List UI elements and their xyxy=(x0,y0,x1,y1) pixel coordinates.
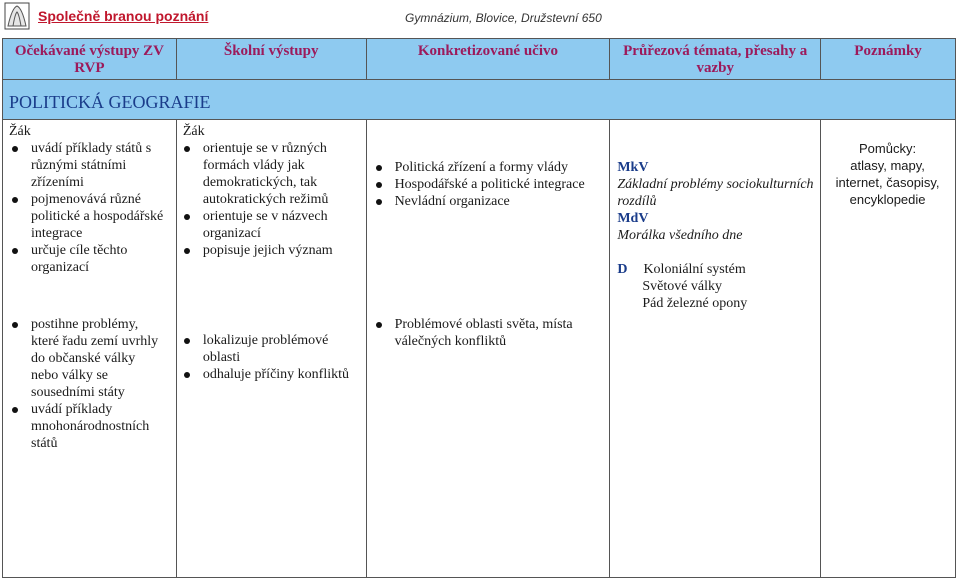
col3-cell xyxy=(366,120,610,578)
col-header-expected-outcomes: Očekávané výstupy ZV RVP xyxy=(3,39,177,80)
curriculum-table xyxy=(2,38,956,578)
d-item: Koloniální systém xyxy=(643,262,746,277)
list-item: pojmenovává různé politické a hospodářské integrace xyxy=(7,191,165,242)
list-item: orientuje se v různých formách vlády jak demokratických, tak autokratických režimů xyxy=(179,140,351,208)
col-header-school-outcomes: Školní výstupy xyxy=(176,39,366,80)
d-item: Pád železné opony xyxy=(642,296,748,311)
list-item: Problémové oblasti světa, místa válečných konfliktů xyxy=(371,316,581,350)
d-label: D xyxy=(617,262,628,277)
col2-list-2 xyxy=(179,332,351,383)
col1-cell xyxy=(3,120,177,578)
list-item: popisuje jejich význam xyxy=(179,242,351,259)
notes-text: atlasy, mapy, internet, časopisy, encyklopedie xyxy=(835,158,940,207)
brand-title[interactable]: Společně branou poznání xyxy=(38,8,209,24)
list-item: uvádí příklady států s různými státními zřízeními xyxy=(7,140,165,191)
col-header-curriculum: Konkretizované učivo xyxy=(366,39,610,80)
list-item: postihne problémy, které řadu zemí uvrhly do občanské války nebo války se sousedními státy xyxy=(7,316,165,401)
list-item: orientuje se v názvech organizací xyxy=(179,208,351,242)
col4-cell xyxy=(610,120,821,578)
school-name: Gymnázium, Blovice, Družstevní 650 xyxy=(405,11,602,25)
d-item: Světové války xyxy=(642,279,723,294)
col2-label: Žák xyxy=(182,124,205,139)
list-item: uvádí příklady mnohonárodnostních států xyxy=(7,401,165,452)
col5-cell xyxy=(821,120,956,578)
section-title: POLITICKÁ GEOGRAFIE xyxy=(3,80,956,120)
list-item: Hospodářské a politické integrace xyxy=(371,176,607,193)
col2-cell xyxy=(176,120,366,578)
header-row xyxy=(3,39,956,80)
mkv-label: MkV xyxy=(617,160,649,175)
col1-label: Žák xyxy=(9,124,31,139)
col3-list-1 xyxy=(371,159,607,210)
list-item: určuje cíle těchto organizací xyxy=(7,242,165,276)
col1-list-2 xyxy=(7,316,165,452)
history-block xyxy=(617,261,817,312)
school-logo-icon xyxy=(4,2,30,30)
top-bar xyxy=(0,0,959,34)
mdv-label: MdV xyxy=(617,211,649,226)
col1-list-1 xyxy=(7,140,165,276)
list-item: Politická zřízení a formy vlády xyxy=(371,159,607,176)
content-row xyxy=(3,120,956,578)
cross-themes-block xyxy=(617,159,817,244)
col3-list-2 xyxy=(371,316,581,350)
col-header-notes: Poznámky xyxy=(821,39,956,80)
notes-label: Pomůcky: xyxy=(859,141,917,156)
mdv-text: Morálka všedního dne xyxy=(617,228,743,243)
col-header-cross-themes: Průřezová témata, přesahy a vazby xyxy=(610,39,821,80)
list-item: Nevládní organizace xyxy=(371,193,607,210)
notes-block xyxy=(825,140,950,208)
col2-list-1 xyxy=(179,140,351,259)
section-row xyxy=(3,80,956,120)
list-item: odhaluje příčiny konfliktů xyxy=(179,366,351,383)
list-item: lokalizuje problémové oblasti xyxy=(179,332,351,366)
mkv-text: Základní problémy sociokulturních rozdílů xyxy=(617,177,814,209)
